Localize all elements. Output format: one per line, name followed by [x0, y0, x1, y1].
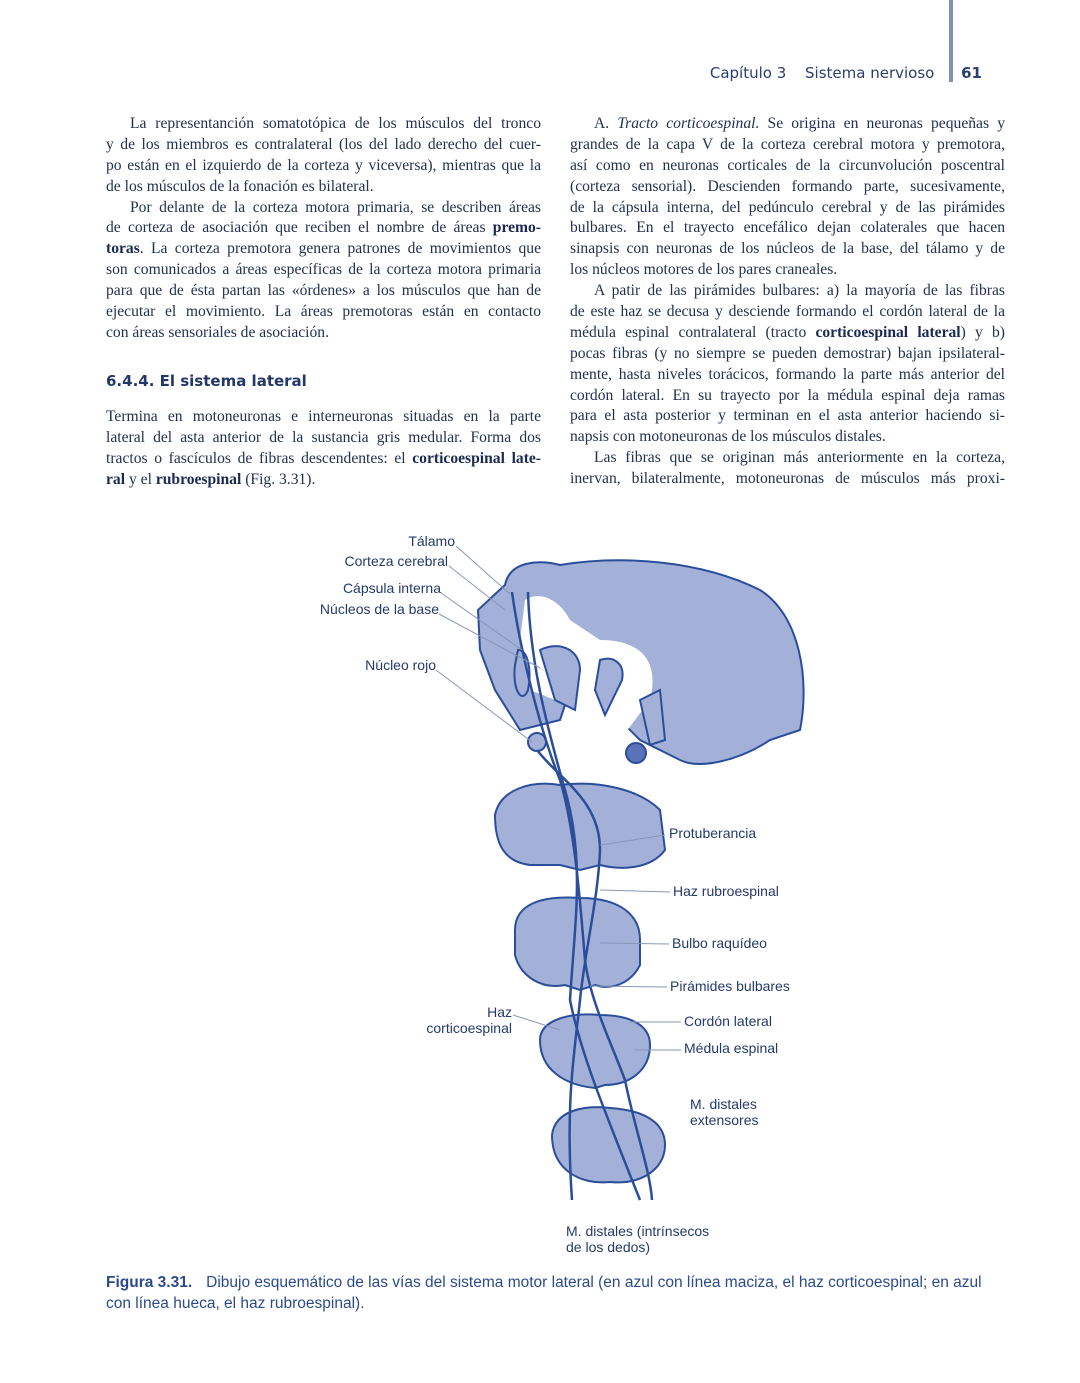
section-label: Sistema nervioso [805, 64, 935, 82]
label-haz-rubroespinal: Haz rubroespinal [673, 883, 779, 899]
bold-term: rubroespinal [155, 470, 242, 488]
text-run: médula espinal contralateral (tracto [570, 323, 816, 341]
text-run: de la cápsula interna, del pedúnculo cerebral y de las pirámides [570, 198, 1005, 216]
label-line: de los dedos) [566, 1239, 651, 1255]
text-run: de corteza de asociación que reciben el nombre de áreas [106, 219, 493, 237]
text-run: (corteza sensorial). Descienden formando parte, sucesivamente, [570, 177, 1005, 195]
italic-term: Tracto corticoespinal. [617, 115, 760, 132]
text-run: tractos o fascículos de fibras descendentes: el [106, 449, 413, 467]
label-nucleo-rojo: Núcleo rojo [365, 657, 436, 673]
bold-term: corticoespinal late- [412, 449, 542, 467]
label-line: M. distales (intrínsecos [566, 1223, 710, 1239]
text-run: para el asta posterior y terminan en el asta anterior haciendo si- [570, 407, 1005, 425]
label-line: extensores [690, 1112, 759, 1128]
text-run: grandes de la capa V de la corteza cerebral motora y premotora, [570, 135, 1005, 153]
text-run: (Fig. 3.31). [241, 470, 316, 488]
text-run: A. [594, 115, 618, 132]
text-run: Se origina en neuronas pequeñas y [759, 115, 1005, 132]
label-capsula-interna: Cápsula interna [342, 580, 441, 596]
label-line: Haz [487, 1004, 512, 1020]
figure-caption [106, 1272, 1006, 1314]
text-run: así como en neuronas corticales de la circunvolución poscentral [570, 156, 1005, 174]
text-run: de este haz se decusa y desciende formando el cordón lateral de la [570, 303, 1005, 321]
text-run: Las fibras que se originan más anteriormente en la corteza, [594, 449, 1005, 467]
text-run: son comunicados a áreas específicas de la corteza motora primaria [106, 261, 541, 279]
text-run: bulbares. En el trayecto encefálico dejan colaterales que hacen [570, 219, 1005, 237]
caption-text: Dibujo esquemático de las vías del sistema motor lateral (en azul con línea maciza, el haz corticoespinal; en azul con línea hueca, el haz rubroespinal). [106, 1274, 982, 1312]
bold-term: premo- [492, 219, 541, 237]
text-run: para que de ésta partan las «órdenes» a los músculos que han de [106, 282, 541, 300]
caption-label: Figura 3.31. [106, 1274, 193, 1291]
text-run: sinapsis con neuronas de los núcleos de la base, del tálamo y de [570, 240, 1005, 258]
label-m-distales-extensores [690, 1096, 758, 1128]
text-run: Termina en motoneuronas e interneuronas situadas en la parte [106, 408, 541, 425]
text-run: cordón lateral. En su trayecto por la médula espinal deja ramas [570, 386, 1005, 404]
label-talamo: Tálamo [408, 533, 455, 549]
label-medula-espinal: Médula espinal [684, 1040, 779, 1056]
text-run: con áreas sensoriales de asociación. [106, 323, 329, 341]
label-nucleos-base: Núcleos de la base [319, 601, 439, 617]
text-run: napsis con motoneuronas de los músculos distales. [570, 428, 886, 446]
label-haz-corticoespinal [426, 1004, 512, 1036]
label-piramides-bulbares: Pirámides bulbares [670, 978, 790, 994]
text-run: lateral del asta anterior de la sustancia gris medular. Forma dos [106, 428, 541, 446]
bold-term: ral [106, 470, 126, 488]
label-line: corticoespinal [426, 1020, 512, 1036]
chapter-label: Capítulo 3 [709, 64, 787, 82]
text-run: y de los miembros es contralateral (los del lado derecho del cuer- [106, 135, 541, 153]
medula-section-1 [540, 1014, 650, 1088]
text-run: pocas fibras (y no siempre se pueden demostrar) bajan ipsilateral- [570, 344, 1005, 362]
text-run: La representanción somatotópica de los músculos del tronco [130, 115, 541, 132]
label-protuberancia: Protuberancia [669, 825, 757, 841]
section-heading: 6.4.4. El sistema lateral [106, 372, 307, 390]
label-corteza-cerebral: Corteza cerebral [344, 553, 448, 569]
text-run: de los músculos de la fonación es bilateral. [106, 177, 374, 195]
text-run: los núcleos motores de los pares craneales. [570, 261, 838, 279]
text-run: A patir de las pirámides bulbares: a) la mayoría de las fibras [594, 282, 1005, 300]
label-bulbo-raquideo: Bulbo raquídeo [672, 935, 767, 951]
bold-term: corticoespinal lateral [815, 323, 961, 341]
text-run: y el [125, 470, 156, 488]
label-m-distales-intrinsecos [566, 1223, 709, 1255]
text-run: . La corteza premotora genera patrones de movimientos que [139, 240, 541, 258]
text-run: inervan, bilateralmente, motoneuronas de músculos más proxi- [570, 470, 1005, 488]
label-cordon-lateral: Cordón lateral [684, 1013, 772, 1029]
page-number: 61 [961, 64, 982, 82]
label-line: M. distales [690, 1096, 757, 1112]
text-run: Por delante de la corteza motora primaria, se describen áreas [130, 198, 541, 216]
text-run: po están en el izquierdo de la corteza y viceversa), mientras que la [106, 156, 541, 174]
bold-term: toras [106, 240, 140, 258]
text-run: ) y b) [960, 323, 1005, 341]
text-run: mente, hasta niveles torácicos, formando la parte más anterior del [570, 365, 1005, 383]
text-run: ejecutar el movimiento. La áreas premotoras están en contacto [106, 303, 541, 321]
